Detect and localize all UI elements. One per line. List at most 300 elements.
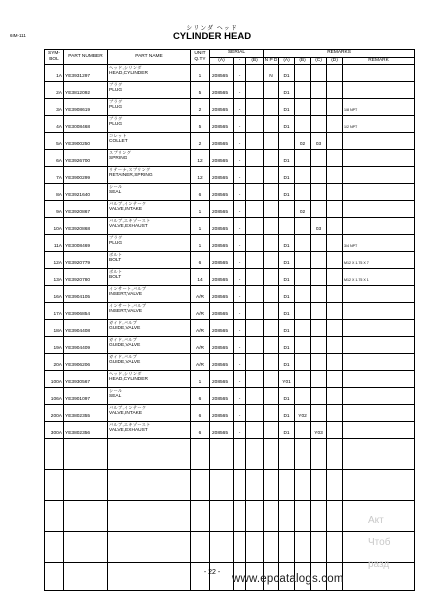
row-remark-c bbox=[311, 354, 327, 371]
row-symbol: 7A bbox=[45, 167, 64, 184]
table-row bbox=[45, 422, 415, 439]
row-serial-dash: - bbox=[234, 235, 246, 252]
row-qty: A/R bbox=[191, 337, 210, 354]
row-serial-b bbox=[246, 405, 264, 422]
row-remark-b bbox=[295, 99, 311, 116]
row-qty: 12 bbox=[191, 150, 210, 167]
row-serial-dash: - bbox=[234, 184, 246, 201]
col-remarks: REMARKS bbox=[264, 50, 415, 58]
table-row bbox=[45, 99, 415, 116]
row-remark-c bbox=[311, 269, 327, 286]
row-serial-dash: - bbox=[234, 371, 246, 388]
row-serial-dash: - bbox=[234, 252, 246, 269]
col-unit-qty bbox=[191, 50, 210, 65]
row-serial-dash: - bbox=[234, 354, 246, 371]
empty-cell bbox=[191, 470, 210, 501]
row-qty: 6 bbox=[191, 252, 210, 269]
row-qty: 12 bbox=[191, 167, 210, 184]
row-npd bbox=[264, 286, 279, 303]
row-remark bbox=[343, 371, 415, 388]
row-part-name bbox=[108, 337, 191, 354]
row-remark-b bbox=[295, 82, 311, 99]
empty-cell bbox=[246, 501, 264, 532]
row-serial-b bbox=[246, 235, 264, 252]
row-part-name bbox=[108, 286, 191, 303]
row-part-name-jp: ヘッド,シリンダ bbox=[109, 65, 142, 70]
empty-cell bbox=[279, 532, 295, 563]
row-symbol: 10A bbox=[45, 218, 64, 235]
row-remark-d bbox=[327, 82, 343, 99]
empty-cell bbox=[210, 439, 234, 470]
table-row bbox=[45, 303, 415, 320]
row-remark bbox=[343, 354, 415, 371]
row-remark-c bbox=[311, 235, 327, 252]
row-remark: 3/4 NPT bbox=[343, 235, 415, 252]
table-row bbox=[45, 235, 415, 252]
table-row bbox=[45, 116, 415, 133]
row-npd bbox=[264, 218, 279, 235]
row-remark-d bbox=[327, 65, 343, 82]
watermark-line-1: Акт bbox=[368, 515, 384, 526]
row-part-name-jp: バルブ,インテーク bbox=[109, 201, 147, 206]
row-remark-d bbox=[327, 99, 343, 116]
row-npd: N bbox=[264, 65, 279, 82]
row-remark-b: 02 bbox=[295, 133, 311, 150]
row-remark bbox=[343, 286, 415, 303]
row-remark-c bbox=[311, 371, 327, 388]
row-part-name-en: HEAD,CYLINDER bbox=[109, 70, 148, 76]
empty-cell bbox=[210, 563, 234, 591]
empty-cell bbox=[295, 439, 311, 470]
table-row bbox=[45, 201, 415, 218]
row-part-number: YE3906854 bbox=[64, 303, 108, 320]
row-remark bbox=[343, 133, 415, 150]
row-serial-dash: - bbox=[234, 82, 246, 99]
row-serial-dash: - bbox=[234, 99, 246, 116]
row-remark-c: Y03 bbox=[311, 422, 327, 439]
row-serial-b bbox=[246, 65, 264, 82]
row-serial-dash: - bbox=[234, 218, 246, 235]
row-symbol: 100A bbox=[45, 371, 64, 388]
col-serial-dash: - bbox=[234, 57, 246, 65]
row-part-number: YE3926700 bbox=[64, 150, 108, 167]
row-serial-a: 208565 bbox=[210, 201, 234, 218]
row-part-name-en: BOLT bbox=[109, 257, 122, 263]
row-serial-dash: - bbox=[234, 116, 246, 133]
row-remark-b: Y02 bbox=[295, 405, 311, 422]
row-part-name-en: INSERT,VALVE bbox=[109, 308, 143, 314]
row-part-number: YE3802355 bbox=[64, 405, 108, 422]
catalog-url: www.epcatalogs.com bbox=[232, 573, 344, 585]
row-npd bbox=[264, 252, 279, 269]
row-serial-b bbox=[246, 320, 264, 337]
row-remark-c bbox=[311, 303, 327, 320]
row-part-name bbox=[108, 320, 191, 337]
row-npd bbox=[264, 354, 279, 371]
empty-row bbox=[45, 563, 415, 591]
row-npd bbox=[264, 405, 279, 422]
row-remark bbox=[343, 405, 415, 422]
empty-cell bbox=[246, 439, 264, 470]
row-part-name bbox=[108, 201, 191, 218]
row-part-name-en: PLUG bbox=[109, 121, 123, 127]
row-remark-a: D1 bbox=[279, 422, 295, 439]
parts-table-body bbox=[45, 65, 415, 591]
row-remark: M12 X 1.75 X 1 bbox=[343, 269, 415, 286]
empty-cell bbox=[234, 532, 246, 563]
row-part-name-en: INSERT,VALVE bbox=[109, 291, 143, 297]
row-symbol: 13A bbox=[45, 269, 64, 286]
row-qty: A/R bbox=[191, 286, 210, 303]
row-remark-a: D1 bbox=[279, 286, 295, 303]
col-remark-d: (D) bbox=[327, 57, 343, 65]
empty-cell bbox=[108, 563, 191, 591]
row-symbol: 8A bbox=[45, 184, 64, 201]
empty-cell bbox=[191, 532, 210, 563]
empty-cell bbox=[45, 563, 64, 591]
table-row bbox=[45, 320, 415, 337]
empty-cell bbox=[108, 470, 191, 501]
table-row bbox=[45, 337, 415, 354]
row-remark-a: D1 bbox=[279, 405, 295, 422]
row-remark bbox=[343, 337, 415, 354]
empty-cell bbox=[210, 470, 234, 501]
row-remark-b bbox=[295, 337, 311, 354]
row-remark-d bbox=[327, 252, 343, 269]
row-serial-dash: - bbox=[234, 337, 246, 354]
row-remark bbox=[343, 388, 415, 405]
row-remark-b bbox=[295, 116, 311, 133]
row-remark-b bbox=[295, 354, 311, 371]
row-remark bbox=[343, 320, 415, 337]
row-part-name-jp: インサート,バルブ bbox=[109, 303, 147, 308]
table-row bbox=[45, 252, 415, 269]
row-remark-b bbox=[295, 235, 311, 252]
row-symbol: 200A bbox=[45, 405, 64, 422]
col-remark-c: (C) bbox=[311, 57, 327, 65]
row-serial-a: 208565 bbox=[210, 354, 234, 371]
row-serial-dash: - bbox=[234, 65, 246, 82]
col-npd: N P D bbox=[264, 57, 278, 63]
row-npd bbox=[264, 99, 279, 116]
row-remark-c bbox=[311, 82, 327, 99]
row-npd bbox=[264, 320, 279, 337]
row-remark-d bbox=[327, 422, 343, 439]
empty-row bbox=[45, 470, 415, 501]
row-part-name bbox=[108, 184, 191, 201]
empty-cell bbox=[64, 532, 108, 563]
row-part-name-en: PLUG bbox=[109, 104, 123, 110]
row-part-name-en: BOLT bbox=[109, 274, 122, 280]
row-part-name-jp: コレット bbox=[109, 133, 127, 138]
row-part-name bbox=[108, 405, 191, 422]
row-part-number: YE3921640 bbox=[64, 184, 108, 201]
row-remark-c bbox=[311, 99, 327, 116]
row-part-name-jp: バルブ,エキゾースト bbox=[109, 422, 151, 427]
row-part-name-en: GUIDE,VALVE bbox=[109, 359, 141, 365]
row-remark bbox=[343, 184, 415, 201]
col-part-number: PART NUMBER bbox=[64, 50, 108, 65]
empty-cell bbox=[311, 532, 327, 563]
row-part-number: YE3920868 bbox=[64, 218, 108, 235]
row-serial-b bbox=[246, 133, 264, 150]
row-part-name bbox=[108, 235, 191, 252]
row-remark-a: D1 bbox=[279, 388, 295, 405]
row-serial-b bbox=[246, 82, 264, 99]
empty-cell bbox=[64, 501, 108, 532]
row-remark-a: D1 bbox=[279, 320, 295, 337]
row-remark-d bbox=[327, 405, 343, 422]
empty-cell bbox=[64, 563, 108, 591]
row-qty: 2 bbox=[191, 99, 210, 116]
row-symbol: 18A bbox=[45, 320, 64, 337]
empty-cell bbox=[45, 532, 64, 563]
row-part-name-en: VALVE,EXHAUST bbox=[109, 427, 148, 433]
row-qty: 1 bbox=[191, 218, 210, 235]
row-serial-b bbox=[246, 150, 264, 167]
row-remark-c bbox=[311, 65, 327, 82]
page-number: - 22 - bbox=[203, 569, 221, 576]
col-unit-line2: Q.TY bbox=[194, 57, 206, 62]
table-row bbox=[45, 269, 415, 286]
row-remark-b bbox=[295, 218, 311, 235]
row-part-name bbox=[108, 218, 191, 235]
empty-cell bbox=[295, 532, 311, 563]
row-serial-dash: - bbox=[234, 269, 246, 286]
row-remark-c bbox=[311, 286, 327, 303]
row-symbol: 9A bbox=[45, 201, 64, 218]
row-npd bbox=[264, 235, 279, 252]
row-part-name-en: RETAINER,SPRING bbox=[109, 172, 153, 178]
row-serial-b bbox=[246, 303, 264, 320]
watermark-line-3: разд bbox=[368, 559, 390, 570]
row-part-name bbox=[108, 150, 191, 167]
row-remark bbox=[343, 303, 415, 320]
row-remark-b: 02 bbox=[295, 201, 311, 218]
row-symbol: 300A bbox=[45, 422, 64, 439]
empty-cell bbox=[311, 470, 327, 501]
empty-cell bbox=[279, 439, 295, 470]
row-serial-b bbox=[246, 218, 264, 235]
page-title: CYLINDER HEAD bbox=[172, 31, 252, 42]
row-symbol: 3A bbox=[45, 99, 64, 116]
row-serial-b bbox=[246, 167, 264, 184]
row-remark: M12 X 1.75 X 7 bbox=[343, 252, 415, 269]
row-remark-d bbox=[327, 150, 343, 167]
row-remark-b bbox=[295, 150, 311, 167]
row-remark: 1/8 NPT bbox=[343, 99, 415, 116]
watermark-line-2: Чтоб bbox=[368, 537, 391, 548]
row-part-name-jp: ガイド,バルブ bbox=[109, 354, 138, 359]
row-remark-c bbox=[311, 116, 327, 133]
row-npd bbox=[264, 337, 279, 354]
row-serial-a: 208565 bbox=[210, 65, 234, 82]
row-part-number: YE3930567 bbox=[64, 371, 108, 388]
empty-cell bbox=[246, 470, 264, 501]
row-part-name bbox=[108, 167, 191, 184]
row-qty: 6 bbox=[191, 388, 210, 405]
empty-cell bbox=[279, 501, 295, 532]
row-part-name bbox=[108, 303, 191, 320]
row-qty: 1 bbox=[191, 371, 210, 388]
row-part-number: YE3008468 bbox=[64, 116, 108, 133]
row-remark-c: 03 bbox=[311, 133, 327, 150]
table-row bbox=[45, 82, 415, 99]
row-remark-b bbox=[295, 167, 311, 184]
row-npd bbox=[264, 184, 279, 201]
empty-cell bbox=[210, 532, 234, 563]
row-serial-dash: - bbox=[234, 422, 246, 439]
row-serial-b bbox=[246, 184, 264, 201]
row-part-number: YE3920780 bbox=[64, 269, 108, 286]
table-row bbox=[45, 388, 415, 405]
row-part-name-jp: バルブ,インテーク bbox=[109, 405, 147, 410]
row-serial-a: 208565 bbox=[210, 388, 234, 405]
row-npd bbox=[264, 371, 279, 388]
row-serial-b bbox=[246, 252, 264, 269]
row-remark-d bbox=[327, 303, 343, 320]
col-remark-a: (A) bbox=[279, 57, 295, 65]
row-part-name bbox=[108, 388, 191, 405]
row-part-number: YE3904409 bbox=[64, 337, 108, 354]
row-qty: 1 bbox=[191, 65, 210, 82]
row-part-name-en: GUIDE,VALVE bbox=[109, 325, 141, 331]
row-remark-c bbox=[311, 252, 327, 269]
row-symbol: 19A bbox=[45, 337, 64, 354]
row-part-name bbox=[108, 133, 191, 150]
row-remark-d bbox=[327, 116, 343, 133]
row-remark-d bbox=[327, 235, 343, 252]
empty-cell bbox=[191, 563, 210, 591]
row-part-name-en: VALVE,INTAKE bbox=[109, 410, 143, 416]
empty-cell bbox=[234, 470, 246, 501]
col-unit-line1: UNIT bbox=[194, 51, 206, 57]
table-row bbox=[45, 133, 415, 150]
row-part-name-jp: バルブ,エキゾースト bbox=[109, 218, 151, 223]
table-row bbox=[45, 354, 415, 371]
table-row bbox=[45, 167, 415, 184]
row-serial-dash: - bbox=[234, 167, 246, 184]
row-qty: 1 bbox=[191, 235, 210, 252]
row-serial-b bbox=[246, 99, 264, 116]
empty-cell bbox=[45, 470, 64, 501]
empty-cell bbox=[327, 470, 343, 501]
row-symbol: 17A bbox=[45, 303, 64, 320]
row-remark-c bbox=[311, 201, 327, 218]
row-remark-a: D1 bbox=[279, 167, 295, 184]
table-row bbox=[45, 65, 415, 82]
row-remark-b bbox=[295, 269, 311, 286]
row-remark-d bbox=[327, 184, 343, 201]
row-remark-b bbox=[295, 388, 311, 405]
row-part-name-en: VALVE,INTAKE bbox=[109, 206, 143, 212]
col-remark: REMARK bbox=[343, 57, 415, 65]
row-serial-a: 208565 bbox=[210, 371, 234, 388]
row-qty: 5 bbox=[191, 82, 210, 99]
row-remark-b bbox=[295, 65, 311, 82]
row-part-number: YE3908619 bbox=[64, 99, 108, 116]
col-part-name: PART NAME bbox=[108, 50, 191, 65]
row-remark-a: D1 bbox=[279, 252, 295, 269]
row-part-number: YE3904408 bbox=[64, 320, 108, 337]
row-remark-b bbox=[295, 303, 311, 320]
row-serial-a: 208565 bbox=[210, 422, 234, 439]
row-remark-a: Y01 bbox=[279, 371, 295, 388]
row-npd bbox=[264, 422, 279, 439]
row-remark bbox=[343, 167, 415, 184]
row-serial-dash: - bbox=[234, 405, 246, 422]
row-qty: A/R bbox=[191, 303, 210, 320]
row-symbol: 4A bbox=[45, 116, 64, 133]
row-npd bbox=[264, 388, 279, 405]
row-remark bbox=[343, 65, 415, 82]
col-serial: SERIAL bbox=[210, 50, 264, 58]
row-qty: 2 bbox=[191, 133, 210, 150]
col-symbol-line2: BOL bbox=[49, 57, 59, 62]
row-npd bbox=[264, 133, 279, 150]
row-serial-a: 208565 bbox=[210, 167, 234, 184]
row-qty: 6 bbox=[191, 405, 210, 422]
empty-cell bbox=[295, 470, 311, 501]
row-serial-a: 208565 bbox=[210, 99, 234, 116]
row-serial-b bbox=[246, 201, 264, 218]
empty-cell bbox=[45, 439, 64, 470]
row-npd bbox=[264, 116, 279, 133]
row-serial-b bbox=[246, 269, 264, 286]
row-qty: 6 bbox=[191, 184, 210, 201]
row-remark-a: D1 bbox=[279, 303, 295, 320]
empty-cell bbox=[327, 501, 343, 532]
row-serial-b bbox=[246, 116, 264, 133]
row-remark-b bbox=[295, 320, 311, 337]
row-remark-c bbox=[311, 184, 327, 201]
row-remark-a: D1 bbox=[279, 235, 295, 252]
row-part-name-en: VALVE,EXHAUST bbox=[109, 223, 148, 229]
row-remark-d bbox=[327, 269, 343, 286]
row-remark-a: D1 bbox=[279, 337, 295, 354]
row-part-name-jp: ガイド,バルブ bbox=[109, 320, 138, 325]
row-serial-a: 208565 bbox=[210, 252, 234, 269]
row-serial-a: 208565 bbox=[210, 218, 234, 235]
row-serial-a: 208565 bbox=[210, 133, 234, 150]
row-remark-d bbox=[327, 133, 343, 150]
row-remark-b bbox=[295, 252, 311, 269]
row-serial-dash: - bbox=[234, 388, 246, 405]
row-remark-a: D1 bbox=[279, 184, 295, 201]
row-part-name-jp: シール bbox=[109, 184, 123, 189]
title-japanese: シリンダ ヘッド bbox=[186, 26, 238, 32]
row-serial-a: 208565 bbox=[210, 405, 234, 422]
row-serial-a: 208565 bbox=[210, 337, 234, 354]
row-remark bbox=[343, 201, 415, 218]
row-remark-b bbox=[295, 422, 311, 439]
row-symbol: 106A bbox=[45, 388, 64, 405]
empty-cell bbox=[234, 501, 246, 532]
empty-cell bbox=[64, 439, 108, 470]
empty-cell bbox=[191, 439, 210, 470]
row-npd bbox=[264, 150, 279, 167]
row-symbol: 1A bbox=[45, 65, 64, 82]
row-part-name-en: SPRING bbox=[109, 155, 128, 161]
row-remark-b bbox=[295, 371, 311, 388]
row-remark-a: D1 bbox=[279, 354, 295, 371]
row-serial-a: 208565 bbox=[210, 235, 234, 252]
row-part-name bbox=[108, 99, 191, 116]
empty-cell bbox=[279, 470, 295, 501]
row-remark-d bbox=[327, 337, 343, 354]
row-remark-c bbox=[311, 167, 327, 184]
row-part-name-jp: ボルト bbox=[109, 269, 123, 274]
